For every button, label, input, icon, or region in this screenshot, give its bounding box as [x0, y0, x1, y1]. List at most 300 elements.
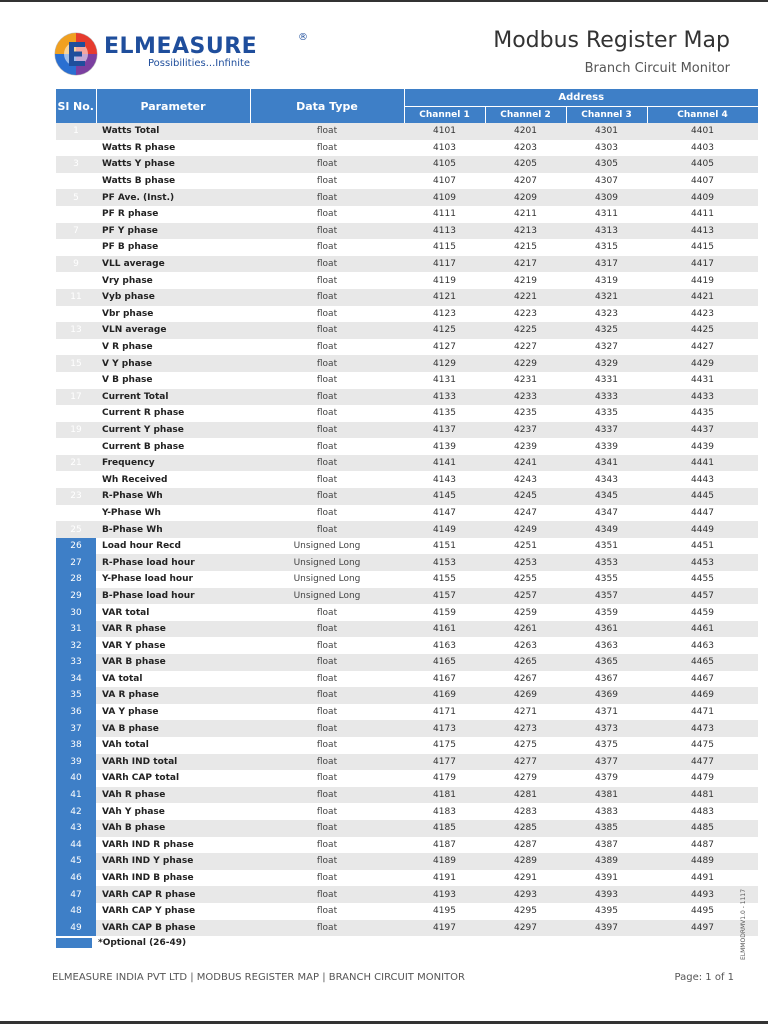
row-parameter: Watts B phase — [96, 173, 250, 190]
row-address-channel-2: 4245 — [485, 488, 566, 505]
row-parameter: Current R phase — [96, 405, 250, 422]
row-data-type: float — [250, 704, 404, 721]
row-sl-no: 4 — [56, 173, 96, 190]
row-parameter: VARh CAP R phase — [96, 886, 250, 903]
row-sl-no: 19 — [56, 422, 96, 439]
row-address-channel-4: 4403 — [647, 140, 758, 157]
row-sl-no: 25 — [56, 521, 96, 538]
row-parameter: VAh R phase — [96, 787, 250, 804]
header-data-type: Data Type — [250, 89, 404, 123]
row-parameter: R-Phase load hour — [96, 554, 250, 571]
row-sl-no: 7 — [56, 223, 96, 240]
row-address-channel-1: 4129 — [404, 355, 485, 372]
row-address-channel-2: 4223 — [485, 306, 566, 323]
row-parameter: VARh IND Y phase — [96, 853, 250, 870]
row-address-channel-4: 4493 — [647, 886, 758, 903]
row-address-channel-2: 4235 — [485, 405, 566, 422]
row-address-channel-2: 4225 — [485, 322, 566, 339]
row-address-channel-3: 4329 — [566, 355, 647, 372]
table-row — [56, 820, 758, 837]
table-row — [56, 189, 758, 206]
row-address-channel-3: 4309 — [566, 189, 647, 206]
row-address-channel-1: 4131 — [404, 372, 485, 389]
row-address-channel-4: 4441 — [647, 455, 758, 472]
table-row — [56, 604, 758, 621]
row-address-channel-2: 4269 — [485, 687, 566, 704]
row-address-channel-1: 4179 — [404, 770, 485, 787]
row-data-type: float — [250, 339, 404, 356]
row-sl-no: 14 — [56, 339, 96, 356]
row-address-channel-2: 4293 — [485, 886, 566, 903]
row-address-channel-3: 4347 — [566, 505, 647, 522]
header-channel-3: Channel 3 — [566, 106, 647, 123]
row-address-channel-3: 4363 — [566, 637, 647, 654]
table-row — [56, 870, 758, 887]
row-parameter: Frequency — [96, 455, 250, 472]
row-address-channel-1: 4107 — [404, 173, 485, 190]
row-data-type: float — [250, 870, 404, 887]
elmeasure-logo-icon — [52, 30, 100, 78]
row-address-channel-2: 4289 — [485, 853, 566, 870]
table-row — [56, 803, 758, 820]
row-data-type: float — [250, 173, 404, 190]
row-parameter: V Y phase — [96, 355, 250, 372]
row-sl-no: 8 — [56, 239, 96, 256]
row-sl-no: 38 — [56, 737, 96, 754]
row-data-type: Unsigned Long — [250, 554, 404, 571]
row-address-channel-4: 4479 — [647, 770, 758, 787]
table-row — [56, 140, 758, 157]
row-address-channel-1: 4149 — [404, 521, 485, 538]
table-row — [56, 837, 758, 854]
row-address-channel-3: 4303 — [566, 140, 647, 157]
row-address-channel-2: 4237 — [485, 422, 566, 439]
row-address-channel-3: 4335 — [566, 405, 647, 422]
row-data-type: float — [250, 389, 404, 406]
row-address-channel-1: 4109 — [404, 189, 485, 206]
row-sl-no: 9 — [56, 256, 96, 273]
row-address-channel-2: 4283 — [485, 803, 566, 820]
row-address-channel-2: 4247 — [485, 505, 566, 522]
row-address-channel-4: 4405 — [647, 156, 758, 173]
table-row — [56, 455, 758, 472]
row-address-channel-2: 4215 — [485, 239, 566, 256]
row-data-type: float — [250, 754, 404, 771]
row-address-channel-2: 4201 — [485, 123, 566, 140]
row-parameter: VA total — [96, 671, 250, 688]
row-data-type: Unsigned Long — [250, 538, 404, 555]
row-address-channel-1: 4167 — [404, 671, 485, 688]
table-row — [56, 289, 758, 306]
row-data-type: float — [250, 505, 404, 522]
row-sl-no: 22 — [56, 471, 96, 488]
row-data-type: float — [250, 521, 404, 538]
row-address-channel-2: 4279 — [485, 770, 566, 787]
row-address-channel-2: 4219 — [485, 272, 566, 289]
row-address-channel-4: 4467 — [647, 671, 758, 688]
brand-tagline: Possibilities...Infinite — [148, 58, 251, 69]
row-sl-no: 27 — [56, 554, 96, 571]
row-parameter: VAh total — [96, 737, 250, 754]
row-data-type: Unsigned Long — [250, 571, 404, 588]
table-row — [56, 554, 758, 571]
row-address-channel-3: 4379 — [566, 770, 647, 787]
row-parameter: V R phase — [96, 339, 250, 356]
row-address-channel-3: 4349 — [566, 521, 647, 538]
row-parameter: VARh CAP B phase — [96, 920, 250, 937]
row-sl-no: 3 — [56, 156, 96, 173]
row-sl-no: 16 — [56, 372, 96, 389]
row-address-channel-1: 4163 — [404, 637, 485, 654]
row-address-channel-4: 4487 — [647, 837, 758, 854]
row-sl-no: 28 — [56, 571, 96, 588]
footer-company: ELMEASURE INDIA PVT LTD | MODBUS REGISTER MAP | BRANCH CIRCUIT MONITOR — [52, 972, 465, 983]
row-parameter: PF B phase — [96, 239, 250, 256]
row-sl-no: 30 — [56, 604, 96, 621]
row-parameter: VARh IND total — [96, 754, 250, 771]
row-address-channel-3: 4307 — [566, 173, 647, 190]
table-row — [56, 272, 758, 289]
row-address-channel-1: 4111 — [404, 206, 485, 223]
row-sl-no: 26 — [56, 538, 96, 555]
row-sl-no: 44 — [56, 837, 96, 854]
row-address-channel-4: 4495 — [647, 903, 758, 920]
row-address-channel-4: 4481 — [647, 787, 758, 804]
table-row — [56, 306, 758, 323]
row-address-channel-1: 4173 — [404, 720, 485, 737]
row-address-channel-4: 4455 — [647, 571, 758, 588]
row-address-channel-4: 4457 — [647, 588, 758, 605]
row-sl-no: 23 — [56, 488, 96, 505]
row-address-channel-3: 4397 — [566, 920, 647, 937]
row-address-channel-3: 4391 — [566, 870, 647, 887]
row-address-channel-1: 4181 — [404, 787, 485, 804]
row-address-channel-2: 4205 — [485, 156, 566, 173]
row-data-type: float — [250, 471, 404, 488]
row-parameter: VA R phase — [96, 687, 250, 704]
table-row — [56, 754, 758, 771]
row-parameter: Watts Total — [96, 123, 250, 140]
row-sl-no: 43 — [56, 820, 96, 837]
register-table-body — [56, 123, 758, 936]
row-sl-no: 6 — [56, 206, 96, 223]
row-address-channel-1: 4121 — [404, 289, 485, 306]
register-table — [56, 89, 759, 936]
header-row-main — [56, 89, 758, 106]
row-address-channel-4: 4449 — [647, 521, 758, 538]
row-parameter: Watts Y phase — [96, 156, 250, 173]
row-address-channel-2: 4275 — [485, 737, 566, 754]
row-address-channel-1: 4139 — [404, 438, 485, 455]
row-address-channel-2: 4287 — [485, 837, 566, 854]
row-address-channel-3: 4311 — [566, 206, 647, 223]
table-row — [56, 405, 758, 422]
table-row — [56, 488, 758, 505]
row-address-channel-2: 4213 — [485, 223, 566, 240]
row-parameter: VAR Y phase — [96, 637, 250, 654]
row-parameter: VARh CAP total — [96, 770, 250, 787]
row-data-type: float — [250, 372, 404, 389]
row-address-channel-4: 4459 — [647, 604, 758, 621]
row-address-channel-3: 4365 — [566, 654, 647, 671]
row-address-channel-3: 4339 — [566, 438, 647, 455]
row-data-type: float — [250, 272, 404, 289]
row-address-channel-4: 4415 — [647, 239, 758, 256]
register-table-container — [56, 89, 758, 936]
table-row — [56, 422, 758, 439]
row-address-channel-4: 4453 — [647, 554, 758, 571]
row-address-channel-3: 4355 — [566, 571, 647, 588]
row-data-type: float — [250, 903, 404, 920]
row-parameter: VLN average — [96, 322, 250, 339]
row-address-channel-3: 4377 — [566, 754, 647, 771]
row-address-channel-4: 4419 — [647, 272, 758, 289]
row-sl-no: 35 — [56, 687, 96, 704]
table-row — [56, 256, 758, 273]
table-row — [56, 239, 758, 256]
row-address-channel-3: 4361 — [566, 621, 647, 638]
row-data-type: float — [250, 837, 404, 854]
row-address-channel-3: 4383 — [566, 803, 647, 820]
row-parameter: PF Y phase — [96, 223, 250, 240]
row-parameter: VLL average — [96, 256, 250, 273]
row-address-channel-3: 4301 — [566, 123, 647, 140]
table-row — [56, 654, 758, 671]
row-address-channel-2: 4267 — [485, 671, 566, 688]
table-row — [56, 123, 758, 140]
row-data-type: float — [250, 803, 404, 820]
row-parameter: VARh CAP Y phase — [96, 903, 250, 920]
row-sl-no: 18 — [56, 405, 96, 422]
row-address-channel-3: 4369 — [566, 687, 647, 704]
header-channel-1: Channel 1 — [404, 106, 485, 123]
row-address-channel-2: 4231 — [485, 372, 566, 389]
row-sl-no: 17 — [56, 389, 96, 406]
row-address-channel-4: 4445 — [647, 488, 758, 505]
table-row — [56, 156, 758, 173]
row-address-channel-2: 4203 — [485, 140, 566, 157]
row-address-channel-2: 4285 — [485, 820, 566, 837]
row-parameter: VARh IND R phase — [96, 837, 250, 854]
optional-legend-text: *Optional (26-49) — [98, 938, 187, 948]
row-sl-no: 13 — [56, 322, 96, 339]
row-data-type: float — [250, 621, 404, 638]
row-address-channel-4: 4469 — [647, 687, 758, 704]
table-row — [56, 853, 758, 870]
row-address-channel-3: 4387 — [566, 837, 647, 854]
table-row — [56, 505, 758, 522]
row-sl-no: 46 — [56, 870, 96, 887]
document-title: Modbus Register Map — [493, 28, 730, 53]
row-address-channel-1: 4197 — [404, 920, 485, 937]
row-address-channel-1: 4135 — [404, 405, 485, 422]
row-parameter: VAR R phase — [96, 621, 250, 638]
row-parameter: Current Y phase — [96, 422, 250, 439]
row-address-channel-3: 4323 — [566, 306, 647, 323]
row-address-channel-4: 4473 — [647, 720, 758, 737]
row-sl-no: 20 — [56, 438, 96, 455]
row-address-channel-4: 4425 — [647, 322, 758, 339]
row-address-channel-2: 4217 — [485, 256, 566, 273]
row-address-channel-2: 4211 — [485, 206, 566, 223]
row-data-type: float — [250, 637, 404, 654]
row-sl-no: 34 — [56, 671, 96, 688]
row-address-channel-2: 4253 — [485, 554, 566, 571]
row-address-channel-2: 4273 — [485, 720, 566, 737]
row-address-channel-4: 4485 — [647, 820, 758, 837]
row-address-channel-3: 4367 — [566, 671, 647, 688]
row-address-channel-3: 4315 — [566, 239, 647, 256]
row-address-channel-1: 4195 — [404, 903, 485, 920]
table-row — [56, 671, 758, 688]
row-parameter: VAR B phase — [96, 654, 250, 671]
row-address-channel-2: 4255 — [485, 571, 566, 588]
row-address-channel-4: 4429 — [647, 355, 758, 372]
row-parameter: Vyb phase — [96, 289, 250, 306]
row-parameter: B-Phase load hour — [96, 588, 250, 605]
row-sl-no: 41 — [56, 787, 96, 804]
top-rule — [0, 0, 768, 2]
row-parameter: PF R phase — [96, 206, 250, 223]
row-parameter: V B phase — [96, 372, 250, 389]
row-address-channel-1: 4153 — [404, 554, 485, 571]
row-sl-no: 36 — [56, 704, 96, 721]
row-address-channel-1: 4193 — [404, 886, 485, 903]
row-address-channel-1: 4103 — [404, 140, 485, 157]
row-sl-no: 45 — [56, 853, 96, 870]
row-address-channel-4: 4451 — [647, 538, 758, 555]
row-address-channel-4: 4427 — [647, 339, 758, 356]
row-sl-no: 2 — [56, 140, 96, 157]
row-parameter: Load hour Recd — [96, 538, 250, 555]
row-address-channel-4: 4409 — [647, 189, 758, 206]
row-address-channel-2: 4221 — [485, 289, 566, 306]
row-address-channel-2: 4295 — [485, 903, 566, 920]
row-sl-no: 10 — [56, 272, 96, 289]
row-data-type: Unsigned Long — [250, 588, 404, 605]
row-address-channel-4: 4423 — [647, 306, 758, 323]
row-sl-no: 15 — [56, 355, 96, 372]
row-address-channel-2: 4209 — [485, 189, 566, 206]
row-address-channel-3: 4341 — [566, 455, 647, 472]
row-address-channel-4: 4435 — [647, 405, 758, 422]
row-address-channel-2: 4233 — [485, 389, 566, 406]
row-address-channel-1: 4117 — [404, 256, 485, 273]
row-address-channel-3: 4357 — [566, 588, 647, 605]
row-address-channel-3: 4359 — [566, 604, 647, 621]
row-address-channel-2: 4265 — [485, 654, 566, 671]
row-address-channel-3: 4325 — [566, 322, 647, 339]
table-row — [56, 538, 758, 555]
table-row — [56, 372, 758, 389]
row-address-channel-3: 4333 — [566, 389, 647, 406]
table-row — [56, 571, 758, 588]
row-data-type: float — [250, 438, 404, 455]
row-sl-no: 24 — [56, 505, 96, 522]
row-data-type: float — [250, 140, 404, 157]
row-address-channel-3: 4375 — [566, 737, 647, 754]
table-row — [56, 173, 758, 190]
row-address-channel-4: 4437 — [647, 422, 758, 439]
brand-logo — [52, 30, 312, 80]
row-sl-no: 32 — [56, 637, 96, 654]
row-address-channel-1: 4147 — [404, 505, 485, 522]
row-data-type: float — [250, 920, 404, 937]
row-parameter: Vbr phase — [96, 306, 250, 323]
row-data-type: float — [250, 820, 404, 837]
row-parameter: Wh Received — [96, 471, 250, 488]
optional-legend-swatch — [56, 938, 92, 948]
row-address-channel-4: 4407 — [647, 173, 758, 190]
row-address-channel-4: 4431 — [647, 372, 758, 389]
row-sl-no: 39 — [56, 754, 96, 771]
row-address-channel-2: 4261 — [485, 621, 566, 638]
row-data-type: float — [250, 455, 404, 472]
row-address-channel-1: 4115 — [404, 239, 485, 256]
row-sl-no: 48 — [56, 903, 96, 920]
row-address-channel-2: 4249 — [485, 521, 566, 538]
row-address-channel-4: 4439 — [647, 438, 758, 455]
row-sl-no: 42 — [56, 803, 96, 820]
table-row — [56, 588, 758, 605]
row-address-channel-3: 4321 — [566, 289, 647, 306]
row-data-type: float — [250, 239, 404, 256]
row-data-type: float — [250, 720, 404, 737]
row-data-type: float — [250, 488, 404, 505]
row-address-channel-1: 4145 — [404, 488, 485, 505]
row-address-channel-2: 4227 — [485, 339, 566, 356]
row-parameter: Current B phase — [96, 438, 250, 455]
table-row — [56, 886, 758, 903]
row-address-channel-3: 4343 — [566, 471, 647, 488]
row-sl-no: 37 — [56, 720, 96, 737]
row-address-channel-1: 4105 — [404, 156, 485, 173]
row-address-channel-1: 4137 — [404, 422, 485, 439]
row-data-type: float — [250, 787, 404, 804]
row-address-channel-3: 4373 — [566, 720, 647, 737]
row-data-type: float — [250, 189, 404, 206]
row-data-type: float — [250, 223, 404, 240]
table-row — [56, 704, 758, 721]
table-row — [56, 389, 758, 406]
row-sl-no: 29 — [56, 588, 96, 605]
row-data-type: float — [250, 123, 404, 140]
row-parameter: VAR total — [96, 604, 250, 621]
header-parameter: Parameter — [96, 89, 250, 123]
row-address-channel-1: 4141 — [404, 455, 485, 472]
row-address-channel-3: 4327 — [566, 339, 647, 356]
header-channel-2: Channel 2 — [485, 106, 566, 123]
row-data-type: float — [250, 156, 404, 173]
row-address-channel-4: 4465 — [647, 654, 758, 671]
row-address-channel-1: 4183 — [404, 803, 485, 820]
row-address-channel-4: 4411 — [647, 206, 758, 223]
row-parameter: B-Phase Wh — [96, 521, 250, 538]
row-sl-no: 12 — [56, 306, 96, 323]
row-sl-no: 11 — [56, 289, 96, 306]
row-data-type: float — [250, 206, 404, 223]
row-address-channel-4: 4417 — [647, 256, 758, 273]
row-data-type: float — [250, 256, 404, 273]
row-address-channel-1: 4187 — [404, 837, 485, 854]
row-data-type: float — [250, 306, 404, 323]
row-address-channel-4: 4491 — [647, 870, 758, 887]
header-address: Address — [404, 89, 758, 106]
table-row — [56, 903, 758, 920]
row-address-channel-2: 4239 — [485, 438, 566, 455]
table-row — [56, 521, 758, 538]
row-address-channel-2: 4257 — [485, 588, 566, 605]
